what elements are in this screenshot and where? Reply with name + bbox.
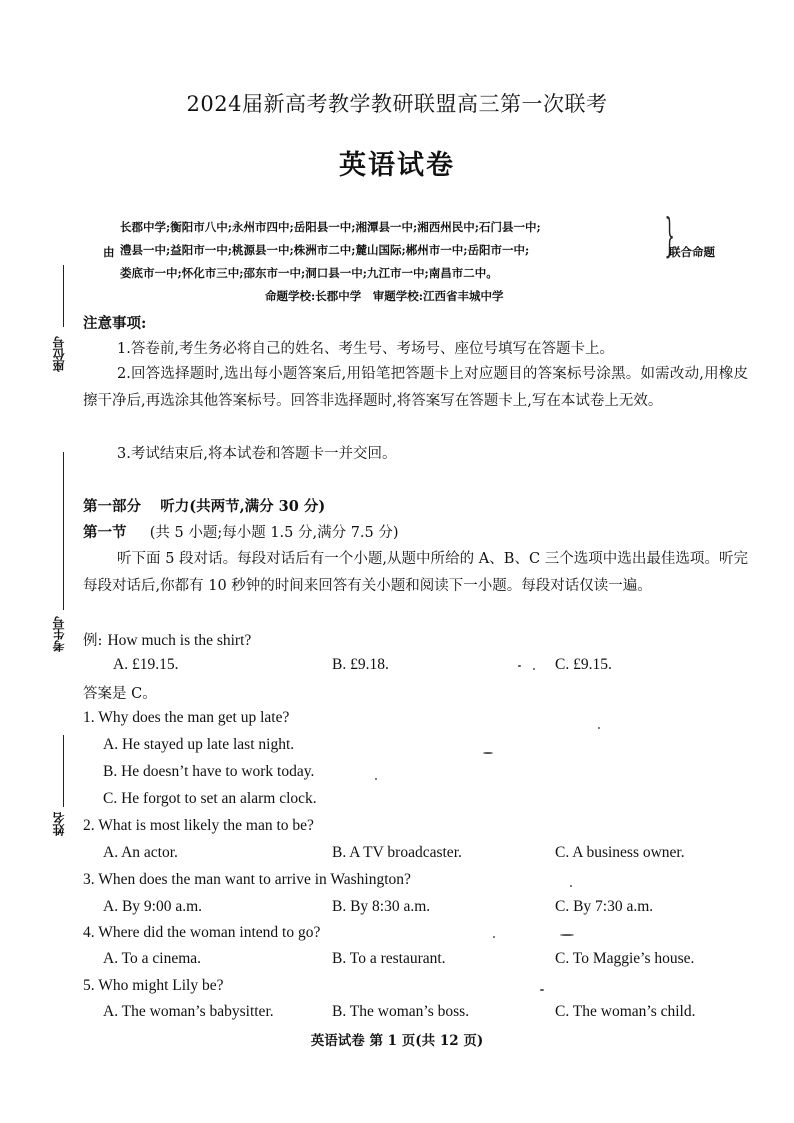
name-label: 姓名 bbox=[52, 812, 66, 836]
question-number: 2. bbox=[83, 817, 95, 834]
name-line bbox=[63, 735, 64, 807]
seat-number-line bbox=[63, 265, 64, 327]
exam-number-line bbox=[63, 452, 64, 610]
section-one-heading bbox=[83, 519, 399, 547]
consortium-schools-line1: 长郡中学;衡阳市八中;永州市四中;岳阳县一中;湘潭县一中;湘西州民中;石门县一中; bbox=[120, 220, 541, 234]
question-3 bbox=[83, 871, 411, 889]
question-5-option-a: A. The woman’s babysitter. bbox=[103, 1003, 274, 1020]
question-4 bbox=[83, 924, 320, 942]
question-number: 5. bbox=[83, 977, 95, 994]
notes-item-3: 3.考试结束后,将本试卷和答题卡一并交回。 bbox=[117, 446, 397, 462]
question-number: 1. bbox=[83, 709, 95, 726]
question-text: Why does the man get up late? bbox=[98, 709, 290, 726]
scan-speck bbox=[560, 934, 574, 936]
scan-speck bbox=[570, 885, 572, 887]
section-one-label: 第一节 bbox=[83, 524, 127, 541]
consortium-by-label: 由 bbox=[103, 245, 115, 259]
question-2-option-b: B. A TV broadcaster. bbox=[332, 844, 462, 861]
consortium-schools-line3: 娄底市一中;怀化市三中;邵东市一中;洞口县一中;九江市一中;南昌市二中。 bbox=[120, 266, 498, 280]
section-one-desc: (共 5 小题;每小题 1.5 分,满分 7.5 分) bbox=[149, 525, 399, 541]
example-option-b: B. £9.18. bbox=[332, 656, 389, 673]
scan-speck bbox=[533, 668, 535, 670]
part-one-heading bbox=[83, 493, 325, 521]
setter-schools-line: 命题学校:长郡中学 审题学校:江西省丰城中学 bbox=[265, 289, 504, 303]
page-footer: 英语试卷 第 1 页(共 12 页) bbox=[310, 1033, 484, 1049]
example-question-text: How much is the shirt? bbox=[107, 632, 252, 649]
question-2-option-c: C. A business owner. bbox=[555, 844, 685, 861]
joint-setting-label: 联合命题 bbox=[669, 245, 715, 259]
notes-heading: 注意事项: bbox=[83, 315, 147, 332]
scan-speck bbox=[375, 778, 377, 780]
question-3-option-a: A. By 9:00 a.m. bbox=[103, 898, 203, 915]
question-1-option-b: B. He doesn’t have to work today. bbox=[103, 763, 315, 780]
part-one-label: 第一部分 bbox=[83, 498, 141, 515]
example-question bbox=[83, 628, 251, 655]
listening-instructions: 听下面 5 段对话。每段对话后有一个小题,从题中所给的 A、B、C 三个选项中选出最佳选项。听完每段对话后,你都有 10 秒钟的时间来回答有关小题和阅读下一小题。每段对话仅读一遍。 bbox=[83, 551, 748, 594]
question-text: When does the man want to arrive in Washington? bbox=[98, 871, 411, 888]
notes-item-1: 1.答卷前,考生务必将自己的姓名、考生号、考场号、座位号填写在答题卡上。 bbox=[117, 341, 614, 357]
example-answer: 答案是 C。 bbox=[83, 686, 157, 702]
part-one-title: 听力(共两节,满分 30 分) bbox=[160, 498, 326, 515]
question-4-option-b: B. To a restaurant. bbox=[332, 950, 446, 967]
question-number: 4. bbox=[83, 924, 95, 941]
scan-speck bbox=[540, 989, 544, 991]
subject-title: 英语试卷 bbox=[339, 150, 455, 181]
question-4-option-c: C. To Maggie’s house. bbox=[555, 950, 695, 967]
question-number: 3. bbox=[83, 871, 95, 888]
question-text: What is most likely the man to be? bbox=[98, 817, 314, 834]
question-1-option-c: C. He forgot to set an alarm clock. bbox=[103, 790, 317, 807]
seat-number-label: 座位号 bbox=[52, 336, 66, 372]
example-option-a: A. £19.15. bbox=[113, 656, 179, 673]
right-brace-icon: } bbox=[664, 208, 675, 262]
exam-number-label: 考生号 bbox=[52, 616, 66, 652]
question-2-option-a: A. An actor. bbox=[103, 844, 178, 861]
question-text: Where did the woman intend to go? bbox=[98, 924, 321, 941]
question-3-option-b: B. By 8:30 a.m. bbox=[332, 898, 431, 915]
question-5 bbox=[83, 977, 224, 995]
question-4-option-a: A. To a cinema. bbox=[103, 950, 202, 967]
question-1-option-a: A. He stayed up late last night. bbox=[103, 736, 295, 753]
notes-item-2: 2.回答选择题时,选出每小题答案后,用铅笔把答题卡上对应题目的答案标号涂黑。如需改动,用橡皮擦干净后,再选涂其他答案标号。回答非选择题时,将答案写在答题卡上,写在本试卷上无效。 bbox=[83, 366, 748, 409]
consortium-schools-line2: 澧县一中;益阳市一中;桃源县一中;株洲市二中;麓山国际;郴州市一中;岳阳市一中; bbox=[120, 243, 530, 257]
scan-speck bbox=[518, 665, 521, 667]
question-2 bbox=[83, 817, 314, 835]
question-5-option-b: B. The woman’s boss. bbox=[332, 1003, 470, 1020]
exam-title: 2024届新高考教学教研联盟高三第一次联考 bbox=[186, 92, 608, 116]
question-3-option-c: C. By 7:30 a.m. bbox=[555, 898, 654, 915]
example-option-c: C. £9.15. bbox=[555, 656, 612, 673]
example-label: 例: bbox=[83, 633, 103, 649]
scan-speck bbox=[493, 936, 495, 938]
scan-speck bbox=[598, 727, 600, 729]
question-5-option-c: C. The woman’s child. bbox=[555, 1003, 696, 1020]
question-text: Who might Lily be? bbox=[98, 977, 224, 994]
question-1 bbox=[83, 709, 289, 727]
scan-speck bbox=[483, 752, 493, 754]
